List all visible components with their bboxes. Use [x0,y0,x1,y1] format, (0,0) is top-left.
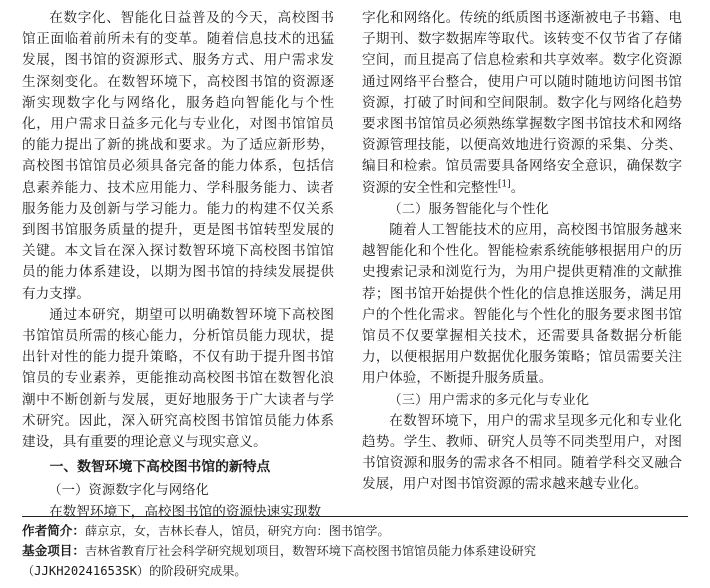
citation-marker: [1] [497,179,511,190]
subsection-2-heading: （二）服务智能化与个性化 [388,201,550,217]
author-info [22,521,688,541]
subsection-3-heading: （三）用户需求的多元化与专业化 [388,392,590,408]
fund-info [22,541,688,561]
intro-paragraph-2: 通过本研究，期望可以明确数智环境下高校图书馆馆员所需的核心能力，分析馆员能力现状，提出针对性的能力提升策略，不仅有助于提升图书馆馆员的专业素养，更能推动高校图书馆在数智化浪潮中不断创新与发展，更好地服务于广大读者与学术研究。因此，深入研究高校图书馆馆员能力体系建设，具有重要的理论意义与现实意义。 [22,306,334,451]
left-column [22,8,334,523]
fund-label: 基金项目： [22,543,85,558]
footnote-divider [22,516,688,517]
intro-paragraph-1: 在数字化、智能化日益普及的今天，高校图书馆正面临着前所未有的变革。随着信息技术的迅猛发展，图书馆的资源形式、服务方式、用户需求发生深刻变化。在数智环境下，高校图书馆的资源逐渐实现数字化与网络化，服务趋向智能化与个性化，用户需求日益多元化与专业化，对图书馆馆员的能力提出了新的挑战和要求。为了适应新形势，高校图书馆馆员必须具备完备的能力体系，包括信息素养能力、技术应用能力、学科服务能力、读者服务能力及创新与学习能力。能力的构建不仅关系到图书馆服务质量的提升，更是图书馆转型发展的关键。本文旨在深入探讨数智环境下高校图书馆馆员的能力体系建设，以期为图书馆的持续发展提供有力支撑。 [22,10,334,302]
fund-text-line-1: 吉林省教育厅社会科学研究规划项目，数智环境下高校图书馆馆员能力体系建设研究 [84,544,536,558]
subsection-1-paragraph-continued [362,8,682,199]
right-column [362,8,682,496]
section-heading: 一、数智环境下高校图书馆的新特点 [49,459,271,476]
author-label: 作者简介： [22,523,85,538]
subsection-1-paragraph-start: 在数智环境下，高校图书馆的资源快速实现数 [49,503,322,520]
author-text: 薛京京，女，吉林长春人，馆员，研究方向：图书馆学。 [84,524,390,538]
footnote [22,521,688,581]
fund-text-line-2: （JJKH20241653SK）的阶段研究成果。 [22,564,247,578]
subsection-3-paragraph: 在数智环境下，用户的需求呈现多元化和专业化趋势。学生、教师、研究人员等不同类型用户，对图书馆资源和服务的需求各不相同。随着学科交叉融合发展，用户对图书馆资源的需求越来越专业化。 [362,412,682,493]
subsection-1-heading: （一）资源数字化与网络化 [48,483,210,499]
sentence-end: 。 [510,179,525,196]
subsection-2-paragraph: 随着人工智能技术的应用，高校图书馆服务越来越智能化和个性化。智能检索系统能够根据用户的历史搜索记录和浏览行为，为用户提供更精准的文献推荐；图书馆开始提供个性化的信息推送服务，满足用户的个性化需求。智能化与个性化的服务要求图书馆馆员不仅要掌握相关技术，还需要具备数据分析能力，以便根据用户数据优化服务策略；馆员需要关注用户体验，不断提升服务质量。 [362,222,682,387]
subsection-1-paragraph-text: 字化和网络化。传统的纸质图书逐渐被电子书籍、电子期刊、数字数据库等取代。该转变不仅节省了存储空间，而且提高了信息检索和共享效率。数字化资源通过网络平台整合，使用户可以随时随地访问图书馆资源，打破了时间和空间限制。数字化与网络化趋势要求图书馆馆员必须熟练掌握数字图书馆技术和网络资源管理技能，以便高效地进行资源的采集、分类、编目和检索。馆员需要具备网络安全意识，确保数字资源的安全性和完整性 [362,10,682,196]
